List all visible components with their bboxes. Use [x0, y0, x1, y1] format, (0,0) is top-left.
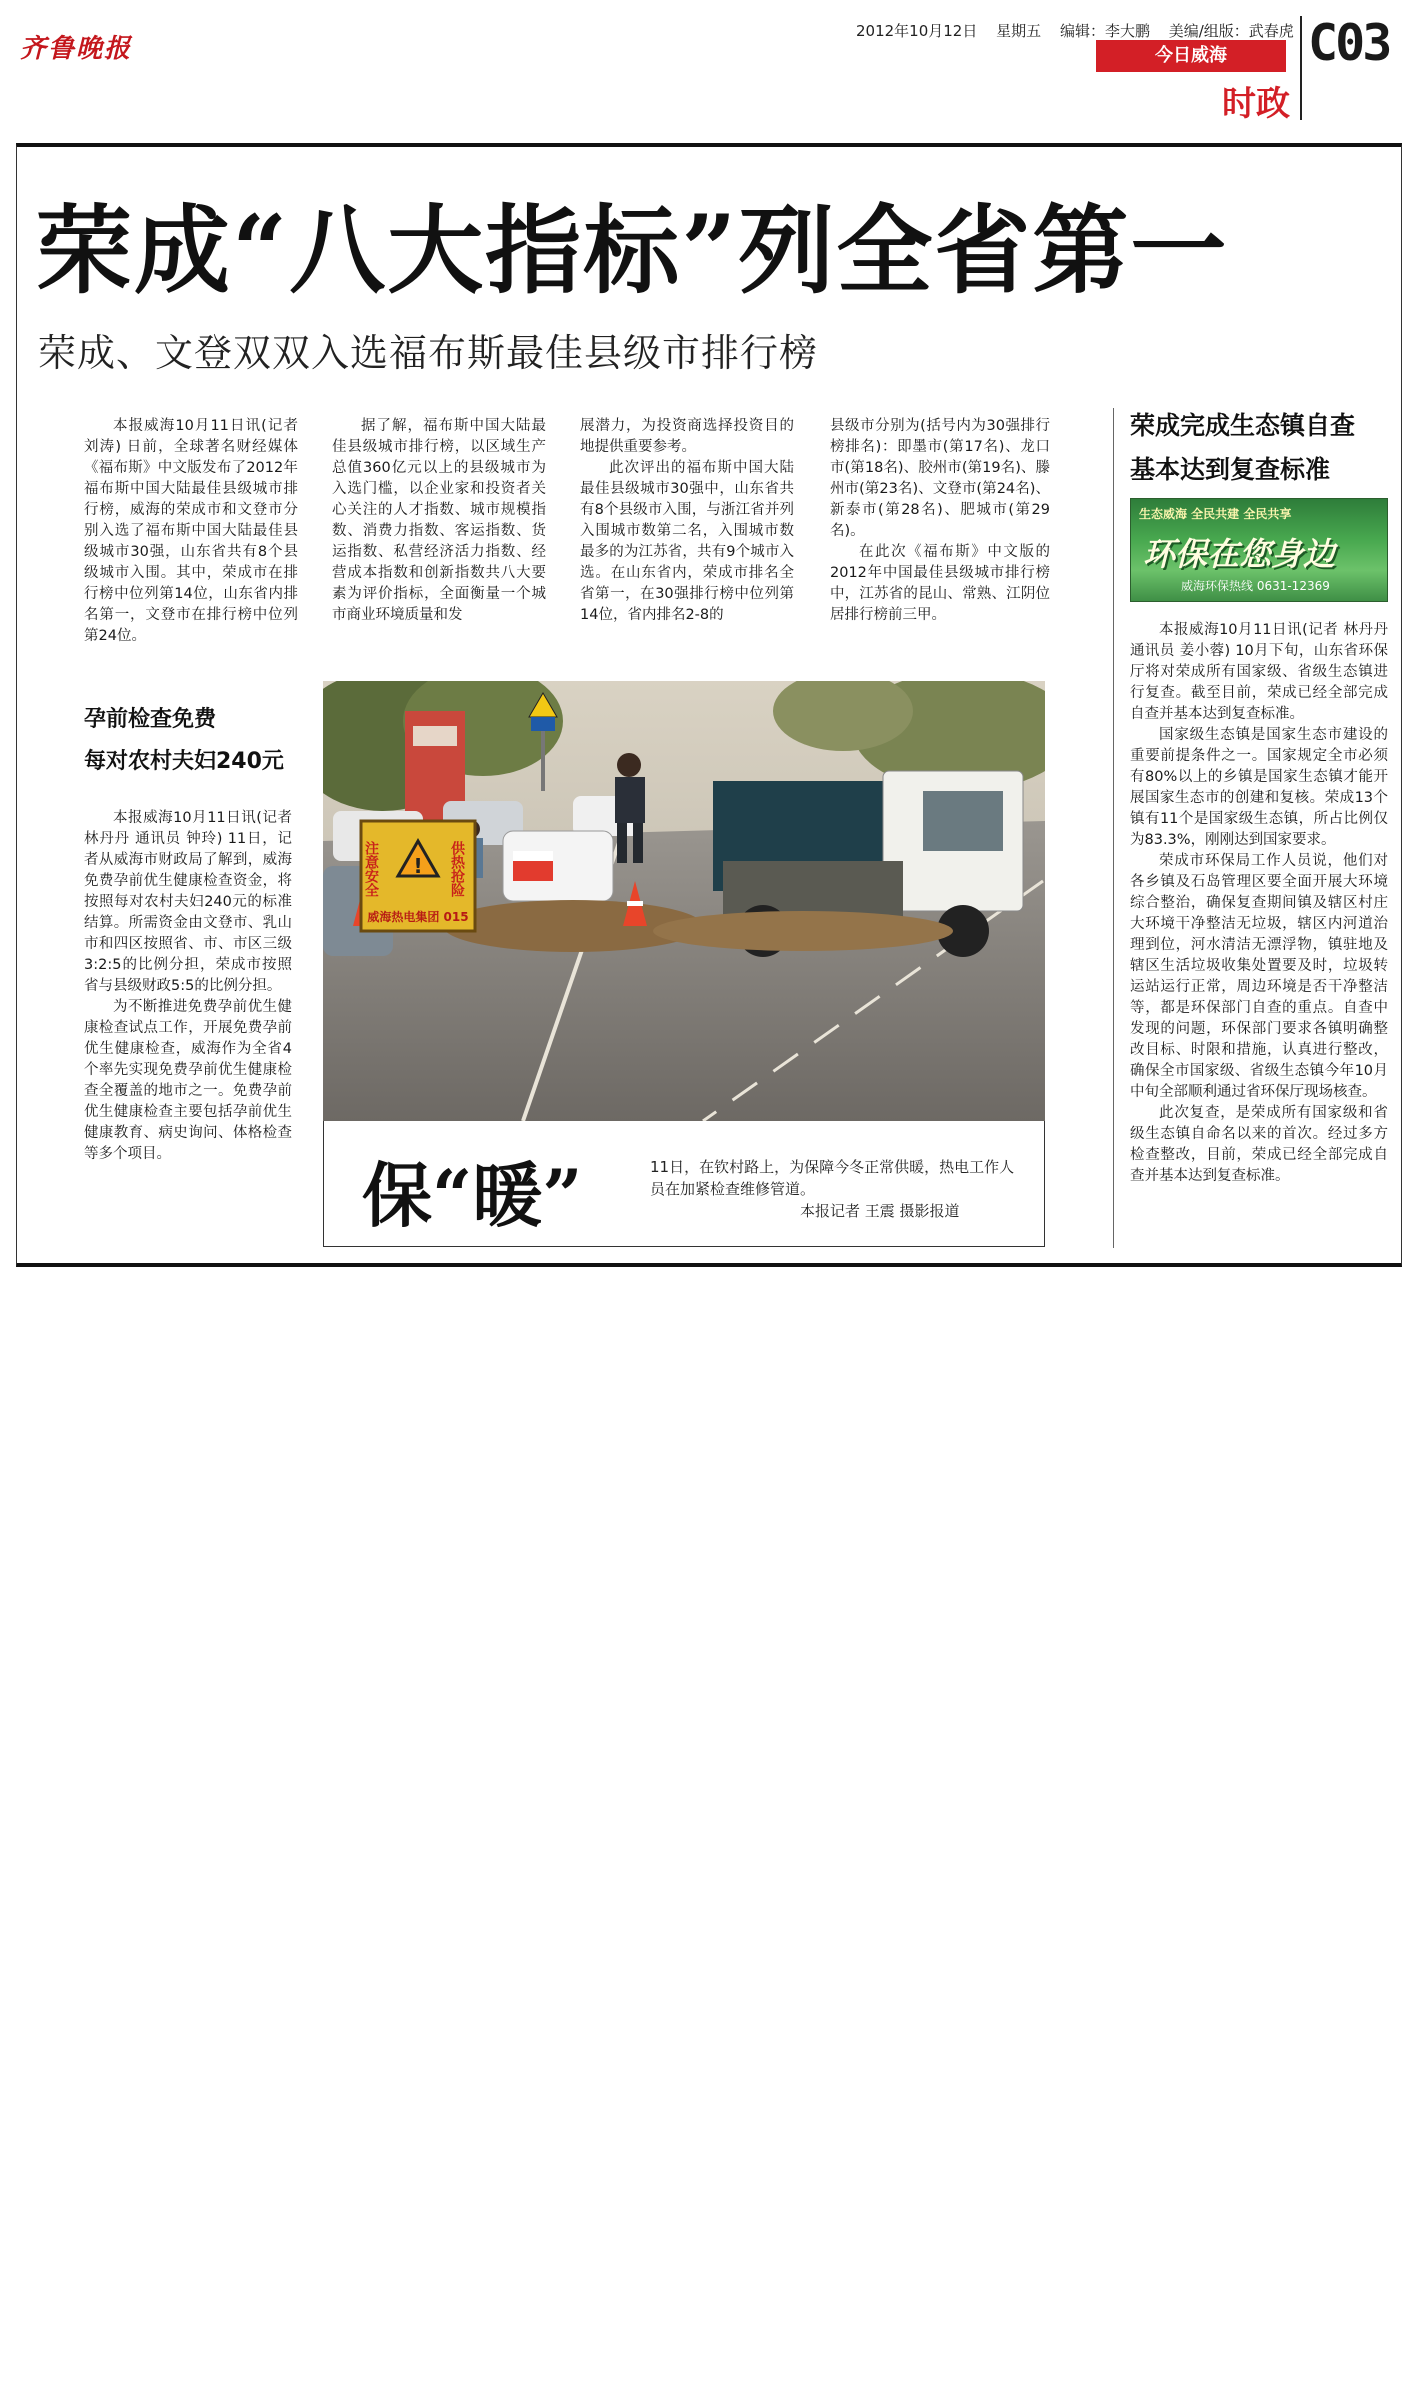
- paragraph: 县级市分别为(括号内为30强排行榜排名)：即墨市(第17名)、龙口市(第18名)、胶州市(第19名)、滕州市(第23名)、文登市(第24名)、新泰市(第28名)、肥城市(第29名)。: [830, 418, 1050, 539]
- main-column-3: [580, 416, 794, 626]
- issue-date: 2012年10月12日: [856, 22, 978, 40]
- designer-credit: 美编/组版：武春虎: [1168, 22, 1294, 40]
- small-story-title: 孕前检查免费: [84, 707, 217, 732]
- main-column-4: [830, 416, 1050, 626]
- side-story-title-line2: 基本达到复查标准: [1130, 455, 1331, 484]
- paragraph: 在此次《福布斯》中文版的2012年中国最佳县级城市排行榜中，江苏省的昆山、常熟、江阴位居排行榜前三甲。: [830, 544, 1050, 623]
- section-tag: 今日威海: [1096, 40, 1286, 72]
- sign-bottom-text: 威海热电集团 015: [367, 910, 469, 924]
- warning-mark: !: [413, 854, 423, 878]
- page-number: C03: [1308, 14, 1390, 72]
- sidebar-divider: [1113, 408, 1114, 1248]
- paragraph: 此次评出的福布斯中国大陆最佳县级城市30强中，山东省共有8个县级市入围，与浙江省并列入围城市数第二名，入围城市数最多的为江苏省，共有9个城市入选。在山东省内，荣成市排名全省第一，在30强排行榜中位列第14位，省内排名2-8的: [580, 460, 794, 623]
- dateline: [856, 20, 1336, 41]
- issue-weekday: 星期五: [996, 22, 1042, 40]
- banner-slogan: 生态威海 全民共建 全民共享: [1139, 507, 1292, 521]
- paragraph: 本报威海10月11日讯(记者 刘涛) 日前，全球著名财经媒体《福布斯》中文版发布了2012年福布斯中国大陆最佳县级城市排行榜，威海的荣成市和文登市分别入选了福布斯中国大陆最佳县级城市30强，山东省共有8个县级城市入围。其中，荣成市在排行榜中位列第14位，山东省内排名第一，文登市在排行榜中位列第24位。: [84, 418, 298, 644]
- photo-credit: 本报记者 王震 摄影报道: [800, 1202, 960, 1220]
- subheadline: 荣成、文登双双入选福布斯最佳县级市排行榜: [38, 331, 819, 375]
- eco-banner-image: [1130, 498, 1388, 602]
- sign-right-text: 供热抢险: [449, 841, 465, 897]
- main-column-2: [332, 416, 546, 626]
- small-story-title-line2: 每对农村夫妇240元: [84, 749, 284, 774]
- paragraph: 据了解，福布斯中国大陆最佳县级城市排行榜，以区域生产总值360亿元以上的县级城市为入选门槛，以企业家和投资者关心关注的人才指数、城市规模指数、消费力指数、客运指数、货运指数、私营经济活力指数、经营成本指数和创新指数共八大要素为评价指标，全面衡量一个城市商业环境质量和发: [332, 418, 546, 623]
- street-scene-illustration: [323, 681, 1045, 1121]
- masthead-logo: 齐鲁晚报: [20, 34, 133, 64]
- paragraph: 荣成市环保局工作人员说，他们对各乡镇及石岛管理区要全面开展大环境综合整治，确保复查期间镇及辖区村庄大环境干净整洁无垃圾，辖区内河道治理到位，河水清洁无漂浮物，镇驻地及辖区生活垃圾收集处置要及时，垃圾转运站运行正常，周边环境是否干净整洁等，都是环保部门自查的重点。自查中发现的问题，环保部门要求各镇明确整改目标、时限和措施，认真进行整改，确保全市国家级、省级生态镇今年10月中旬全部顺利通过省环保厅现场核查。: [1130, 853, 1388, 1100]
- sign-left-text: 注意安全: [363, 841, 379, 897]
- banner-hotline: 威海环保热线 0631-12369: [1181, 579, 1330, 593]
- paragraph: 此次复查，是荣成所有国家级和省级生态镇自命名以来的首次。经过多方检查整改，目前，荣成已经全部完成自查并基本达到复查标准。: [1130, 1105, 1388, 1184]
- paragraph: 本报威海10月11日讯(记者 林丹丹 通讯员 姜小蓉) 10月下旬，山东省环保厅将对荣成所有国家级、省级生态镇进行复查。截至目前，荣成已经全部完成自查并基本达到复查标准。: [1130, 622, 1388, 722]
- editor-credit: 编辑：李大鹏: [1059, 22, 1150, 40]
- paragraph: 展潜力，为投资商选择投资目的地提供重要参考。: [580, 418, 794, 455]
- main-column-1: [84, 416, 298, 647]
- small-story-body: [84, 808, 292, 1165]
- paragraph: 为不断推进免费孕前优生健康检查试点工作，开展免费孕前优生健康检查，威海作为全省4个率先实现免费孕前优生健康检查全覆盖的地市之一。免费孕前优生健康检查主要包括孕前优生健康教育、病史询问、体格检查等多个项目。: [84, 999, 292, 1162]
- banner-title: 环保在您身边: [1143, 535, 1336, 573]
- photo-caption: 11日，在钦村路上，为保障今冬正常供暖，热电工作人员在加紧检查维修管道。: [650, 1158, 1015, 1198]
- paragraph: 本报威海10月11日讯(记者 林丹丹 通讯员 钟玲) 11日，记者从威海市财政局了解到，威海免费孕前优生健康检查资金，将按照每对农村夫妇240元的标准结算。所需资金由文登市、乳山市和四区按照省、市、市区三级3:2:5的比例分担，荣成市按照省与县级财政5:5的比例分担。: [84, 810, 292, 994]
- section-name: 时政: [1222, 84, 1290, 124]
- photo-big-caption: 保“暖”: [362, 1154, 583, 1237]
- side-story-title: 荣成完成生态镇自查: [1130, 411, 1356, 440]
- page-title: 荣成“八大指标”列全省第一: [36, 194, 1229, 307]
- side-story-body: [1130, 620, 1388, 1187]
- header-divider: [1300, 16, 1302, 120]
- paragraph: 国家级生态镇是国家生态市建设的重要前提条件之一。国家规定全市必须有80%以上的乡镇是国家生态镇才能开展国家生态市的创建和复核。荣成13个镇有11个是国家级生态镇，所占比例仅为83.3%，刚刚达到国家要求。: [1130, 727, 1388, 848]
- news-photo: [323, 681, 1045, 1121]
